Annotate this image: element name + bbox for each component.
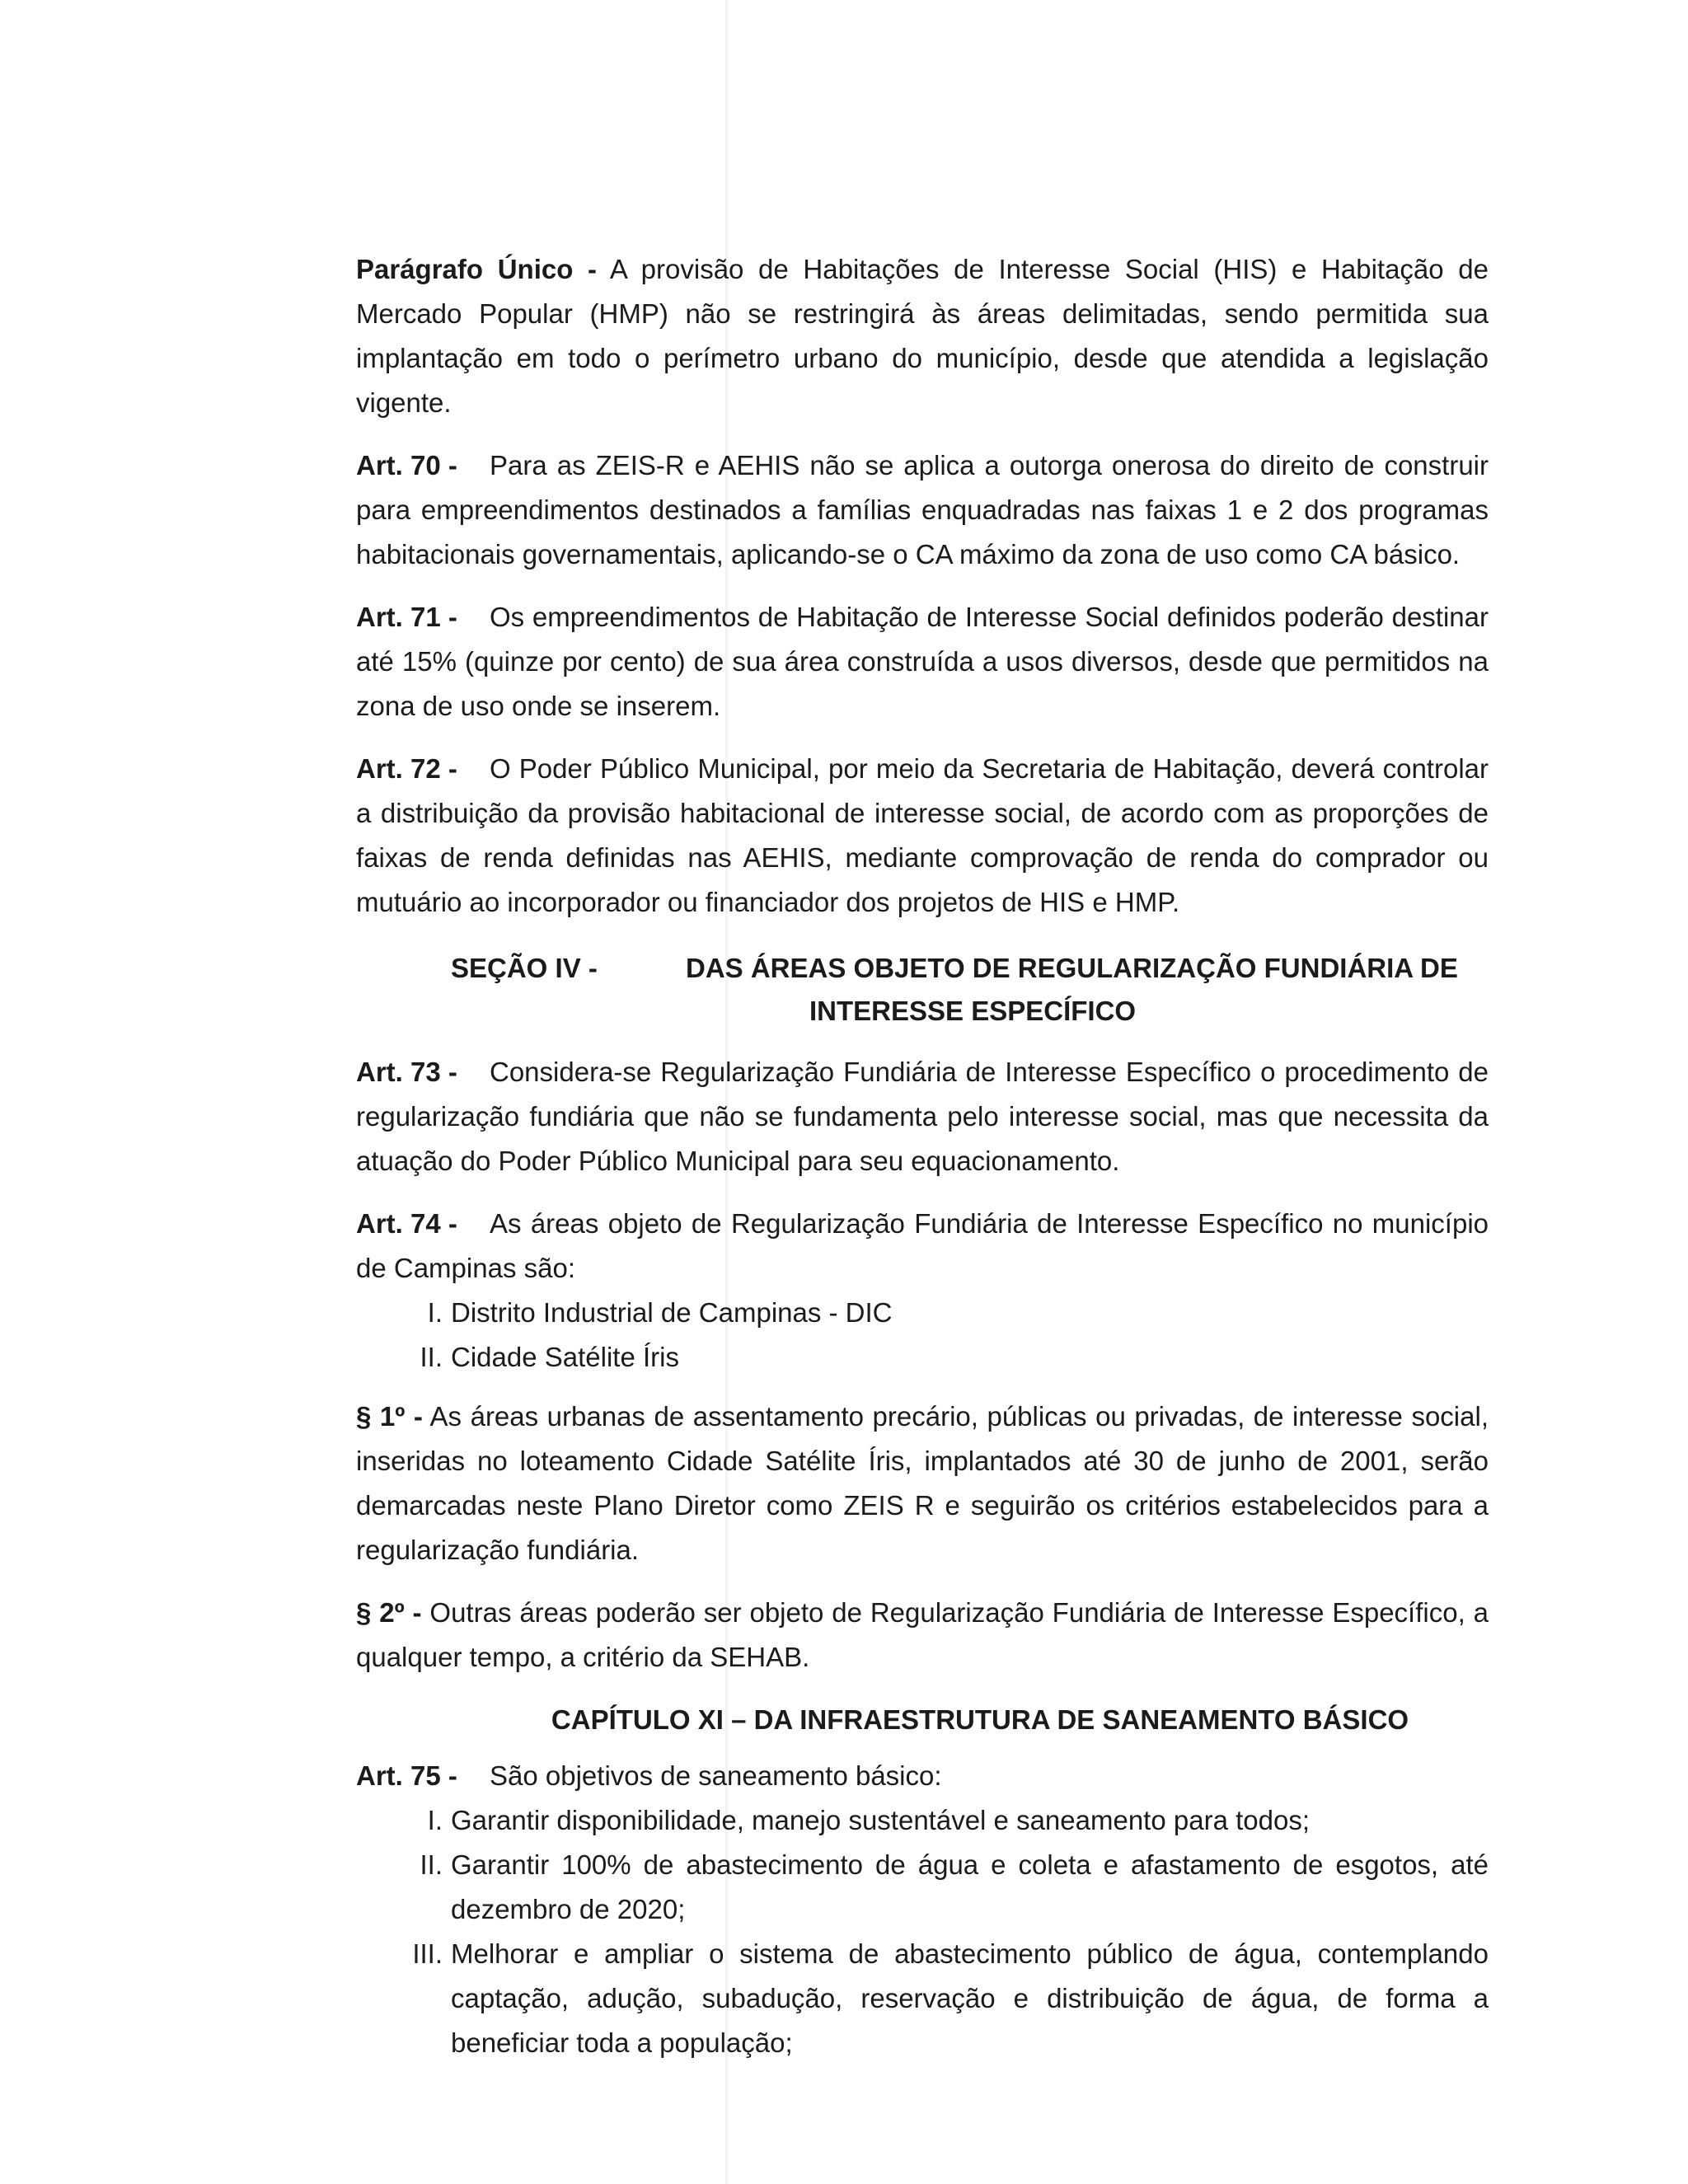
list-item-number: I.	[427, 1297, 443, 1328]
article-73-label: Art. 73 -	[356, 1057, 457, 1087]
paragrafo-unico	[356, 247, 1489, 425]
list-item-number: III.	[412, 1938, 443, 1969]
list-item-number: I.	[427, 1805, 443, 1835]
article-74-paragraph-1	[356, 1394, 1489, 1572]
article-71	[356, 595, 1489, 729]
list-item-number: II.	[420, 1849, 443, 1880]
paragraph-1-text: As áreas urbanas de assentamento precário, públicas ou privadas, de interesse social, inseridas no loteamento Cidade Satélite Íris, implantados até 30 de junho de 2001, serão demarcadas neste Plano Diretor como ZEIS R e seguirão os critérios estabelecidos para a regularização fundiária.	[356, 1401, 1489, 1565]
list-item	[356, 1798, 1489, 1843]
article-70	[356, 443, 1489, 577]
article-73-text: Considera-se Regularização Fundiária de Interesse Específico o procedimento de regularização fundiária que não se fundamenta pelo interesse social, mas que necessita da atuação do Poder Público Municipal para seu equacionamento.	[356, 1057, 1489, 1176]
article-71-label: Art. 71 -	[356, 602, 457, 632]
article-74-label: Art. 74 -	[356, 1208, 457, 1239]
chapter-xi-heading: CAPÍTULO XI – DA INFRAESTRUTURA DE SANEAMENTO BÁSICO	[551, 1704, 1409, 1735]
list-item	[356, 1932, 1489, 2065]
article-75-label: Art. 75 -	[356, 1760, 457, 1791]
paragraph-1-label: § 1º -	[356, 1401, 423, 1432]
article-74-text: As áreas objeto de Regularização Fundiária de Interesse Específico no município de Campinas são:	[356, 1208, 1489, 1283]
article-74	[356, 1202, 1489, 1291]
list-item-text: Melhorar e ampliar o sistema de abastecimento público de água, contemplando captação, adução, subadução, reservação e distribuição de água, de forma a beneficiar toda a população;	[451, 1938, 1489, 2058]
article-72	[356, 747, 1489, 925]
article-70-label: Art. 70 -	[356, 450, 457, 480]
article-74-paragraph-2	[356, 1591, 1489, 1680]
section-iv-title-line2: INTERESSE ESPECÍFICO	[809, 996, 1137, 1026]
list-item-text: Garantir disponibilidade, manejo sustentável e saneamento para todos;	[451, 1805, 1310, 1835]
paragraph-2-text: Outras áreas poderão ser objeto de Regularização Fundiária de Interesse Específico, a qualquer tempo, a critério da SEHAB.	[356, 1597, 1489, 1672]
list-item	[356, 1335, 1489, 1380]
article-74-list	[356, 1291, 1489, 1380]
article-72-label: Art. 72 -	[356, 753, 457, 784]
section-iv-title-line1: DAS ÁREAS OBJETO DE REGULARIZAÇÃO FUNDIÁRIA DE	[686, 953, 1458, 983]
article-75-text: São objetivos de saneamento básico:	[490, 1760, 942, 1791]
paragraph-2-label: § 2º -	[356, 1597, 422, 1628]
list-item-text: Distrito Industrial de Campinas - DIC	[451, 1297, 893, 1328]
list-item-text: Garantir 100% de abastecimento de água e coleta e afastamento de esgotos, até dezembro de 2020;	[451, 1849, 1489, 1924]
article-73	[356, 1050, 1489, 1183]
list-item	[356, 1291, 1489, 1335]
section-iv-code: SEÇÃO IV -	[451, 953, 598, 983]
list-item-text: Cidade Satélite Íris	[451, 1342, 679, 1372]
article-75	[356, 1754, 1489, 1798]
paragrafo-unico-text: A provisão de Habitações de Interesse Social (HIS) e Habitação de Mercado Popular (HMP) não se restringirá às áreas delimitadas, sendo permitida sua implantação em todo o perímetro urbano do município, desde que atendida a legislação vigente.	[356, 254, 1489, 418]
article-70-text: Para as ZEIS-R e AEHIS não se aplica a outorga onerosa do direito de construir para empreendimentos destinados a famílias enquadradas nas faixas 1 e 2 dos programas habitacionais governamentais, aplicando-se o CA máximo da zona de uso como CA básico.	[356, 450, 1489, 569]
article-75-list	[356, 1798, 1489, 2065]
list-item-number: II.	[420, 1342, 443, 1372]
article-72-text: O Poder Público Municipal, por meio da Secretaria de Habitação, deverá controlar a distribuição da provisão habitacional de interesse social, de acordo com as proporções de faixas de renda definidas nas AEHIS, mediante comprovação de renda do comprador ou mutuário ao incorporador ou financiador dos projetos de HIS e HMP.	[356, 753, 1489, 917]
list-item	[356, 1843, 1489, 1932]
paragrafo-unico-label: Parágrafo Único -	[356, 254, 598, 284]
section-iv-heading	[356, 946, 1489, 1038]
article-71-text: Os empreendimentos de Habitação de Interesse Social definidos poderão destinar até 15% (quinze por cento) de sua área construída a usos diversos, desde que permitidos na zona de uso onde se inserem.	[356, 602, 1489, 721]
document-body	[356, 247, 1489, 2080]
